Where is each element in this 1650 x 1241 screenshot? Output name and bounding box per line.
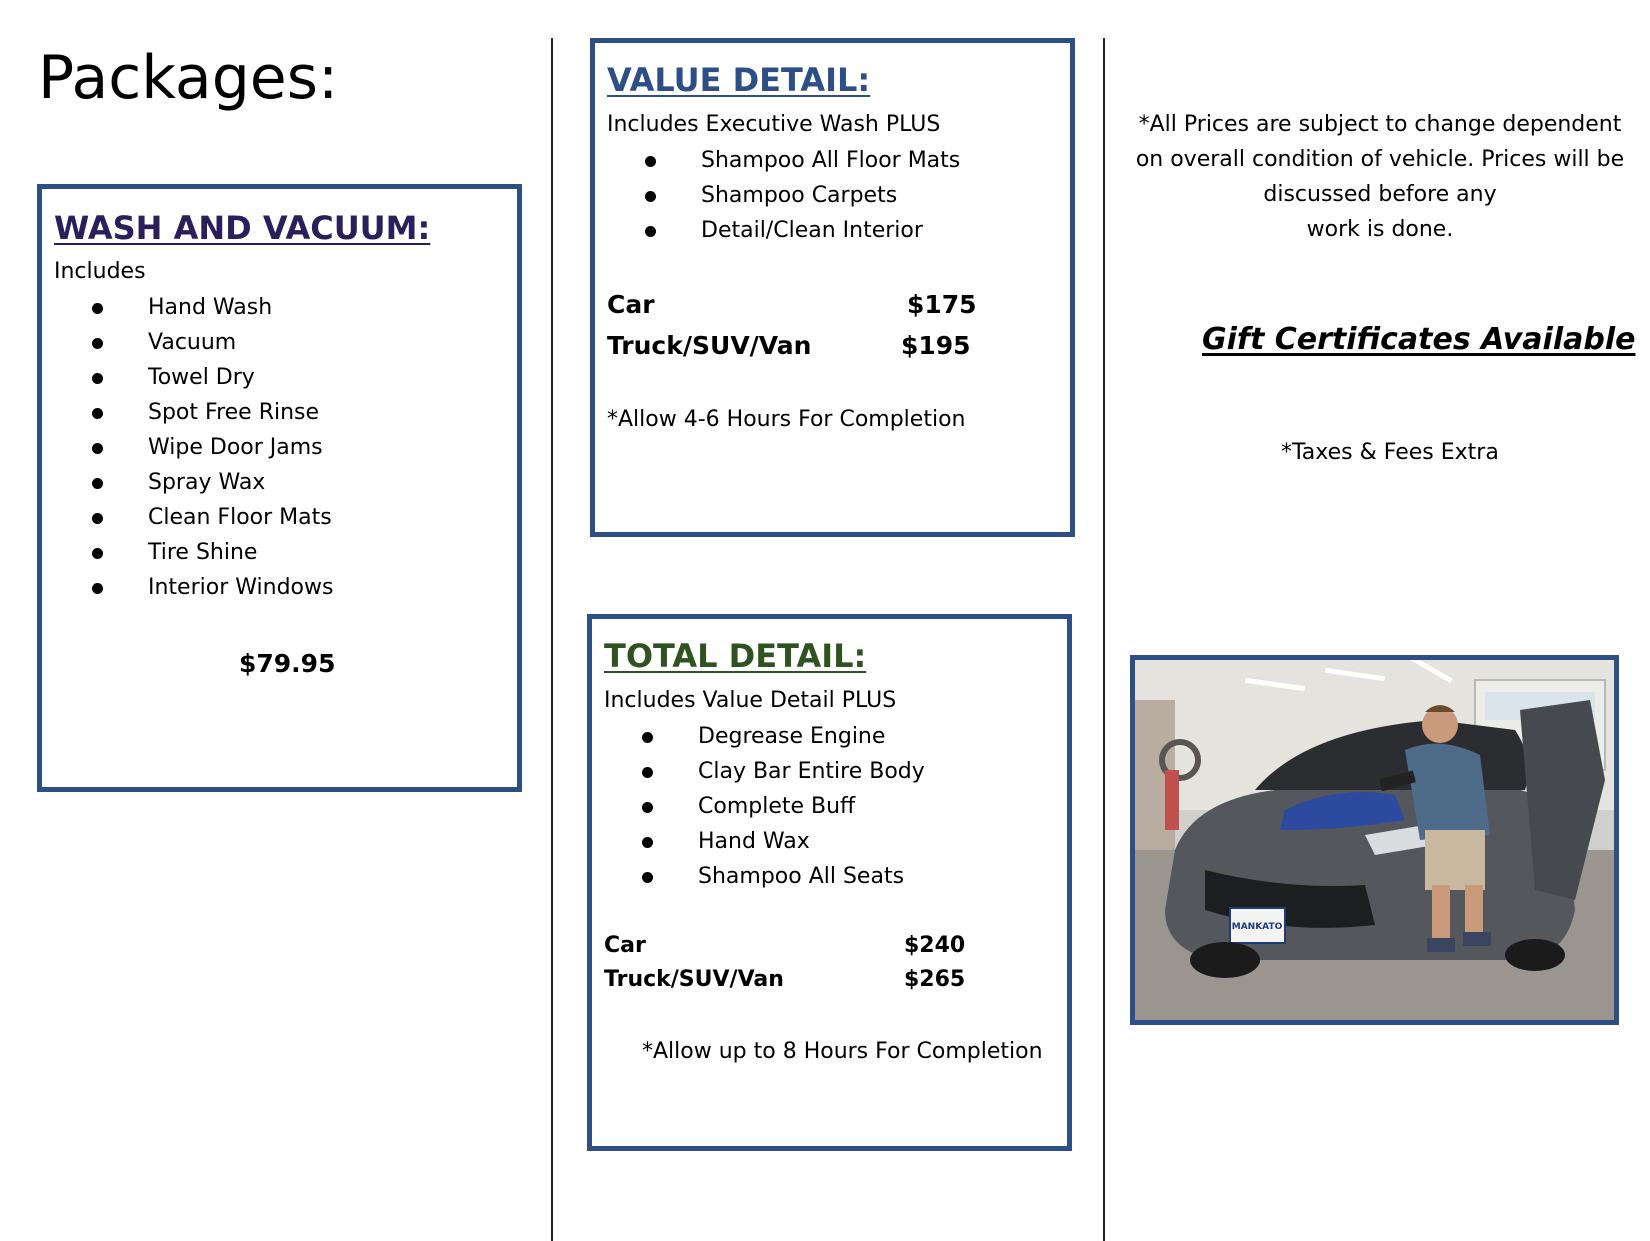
price-value: $265 (904, 967, 966, 992)
total-detail-note: *Allow up to 8 Hours For Completion (642, 1039, 1043, 1064)
list-item: Degrease Engine (642, 719, 925, 754)
gift-certificates-label: Gift Certificates Available (1202, 322, 1636, 357)
total-detail-package (587, 614, 1072, 1151)
list-item: Detail/Clean Interior (645, 213, 960, 248)
disclaimer-line: work is done. (1306, 217, 1454, 242)
wash-vacuum-price: $79.95 (239, 649, 336, 678)
wash-vacuum-intro: Includes (54, 259, 146, 284)
list-item: Interior Windows (92, 570, 333, 605)
list-item: Shampoo All Floor Mats (645, 143, 960, 178)
list-item: Spot Free Rinse (92, 395, 333, 430)
total-detail-intro: Includes Value Detail PLUS (604, 688, 897, 713)
list-item: Hand Wax (642, 824, 925, 859)
value-detail-list (645, 143, 960, 248)
car-detailing-image (1135, 660, 1614, 1020)
wash-vacuum-list (92, 290, 333, 605)
disclaimer-line: discussed before any (1263, 182, 1497, 207)
value-detail-price-car (607, 290, 1007, 322)
taxes-note: *Taxes & Fees Extra (1281, 440, 1499, 465)
list-item: Clean Floor Mats (92, 500, 333, 535)
value-detail-heading: VALUE DETAIL: (607, 61, 871, 99)
price-value: $240 (904, 933, 966, 958)
value-detail-price-truck (607, 331, 1007, 363)
list-item: Wipe Door Jams (92, 430, 333, 465)
list-item: Vacuum (92, 325, 333, 360)
price-value: $175 (907, 290, 977, 319)
total-detail-heading: TOTAL DETAIL: (604, 637, 867, 675)
list-item: Clay Bar Entire Body (642, 754, 925, 789)
list-item: Shampoo All Seats (642, 859, 925, 894)
price-label: Truck/SUV/Van (607, 331, 812, 360)
price-label: Car (607, 290, 655, 319)
column-divider-left (551, 38, 553, 1241)
list-item: Complete Buff (642, 789, 925, 824)
disclaimer-line: on overall condition of vehicle. Prices will be (1135, 147, 1625, 172)
total-detail-price-truck (604, 967, 1004, 997)
list-item: Shampoo Carpets (645, 178, 960, 213)
column-divider-right (1103, 38, 1105, 1241)
list-item: Spray Wax (92, 465, 333, 500)
price-label: Truck/SUV/Van (604, 967, 784, 992)
list-item: Tire Shine (92, 535, 333, 570)
value-detail-package (590, 38, 1075, 537)
value-detail-intro: Includes Executive Wash PLUS (607, 112, 941, 137)
total-detail-price-car (604, 933, 1004, 963)
wash-vacuum-package (37, 184, 522, 792)
disclaimer-line: *All Prices are subject to change dependent (1138, 112, 1622, 137)
price-value: $195 (901, 331, 971, 360)
wash-vacuum-heading: WASH AND VACUUM: (54, 209, 431, 247)
price-label: Car (604, 933, 646, 958)
total-detail-list (642, 719, 925, 894)
car-detailing-photo (1130, 655, 1619, 1025)
value-detail-note: *Allow 4-6 Hours For Completion (607, 407, 966, 432)
list-item: Towel Dry (92, 360, 333, 395)
list-item: Hand Wash (92, 290, 333, 325)
license-plate-text: MANKATO (1231, 922, 1283, 932)
page-title: Packages: (38, 43, 339, 113)
price-disclaimer (1130, 107, 1630, 247)
